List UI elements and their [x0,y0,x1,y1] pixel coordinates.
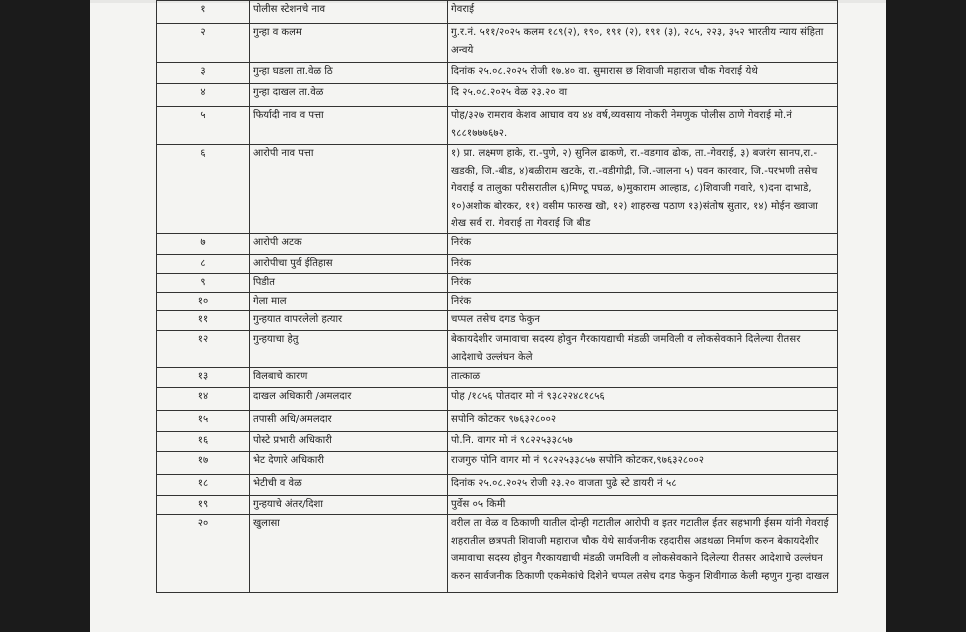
row-number: १५ [157,411,250,432]
row-label: पोलीस स्टेशनचे नाव [250,1,448,24]
table-body [157,1,838,593]
table-row [157,411,838,432]
row-label: पोस्टे प्रभारी अधिकारी [250,432,448,452]
row-number: १ [157,1,250,24]
table-row [157,452,838,475]
row-value: बेकायदेशीर जमावाचा सदस्य होवुन गैरकायद्याची मंडळी जमविली व लोकसेवकाने दिलेल्या रीतसर आदेशाचे उल्लंघन केले [448,331,838,368]
row-number: १७ [157,452,250,475]
row-value: राजगुरु पोनि वागर मो नं ९८२२५३३८५७ सपोनि कोटकर,९७६३२८००२ [448,452,838,475]
row-label: विलबाचे कारण [250,368,448,388]
row-label: भेट देणारे अधिकारी [250,452,448,475]
row-value: पो.नि. वागर मो नं ९८२२५३३८५७ [448,432,838,452]
row-value: दि २५.०८.२०२५ वेळ २३.२० वा [448,84,838,107]
row-label: गुन्हयाचे अंतर/दिशा [250,496,448,515]
table-row [157,292,838,311]
row-value: तात्काळ [448,368,838,388]
row-number: ३ [157,63,250,84]
row-label: गुन्हयाचा हेतु [250,331,448,368]
row-label: गुन्हयात वापरलेलो हत्यार [250,311,448,331]
table-row [157,233,838,254]
row-number: ९ [157,273,250,292]
row-label: भेटीची व वेळ [250,475,448,496]
table-row [157,311,838,331]
row-label: फिर्यादी नाव व पत्ता [250,107,448,145]
row-value: पुर्वेस ०५ किमी [448,496,838,515]
table-row [157,273,838,292]
row-label: खुलासा [250,515,448,593]
row-value: दिनांक २५.०८.२०२५ रोजी २३.२० वाजता पुढे स्टे डायरी नं ५८ [448,475,838,496]
row-label: आरोपी अटक [250,233,448,254]
row-number: ७ [157,233,250,254]
table-row [157,1,838,24]
row-number: २ [157,24,250,63]
row-label: दाखल अधिकारी /अमलदार [250,388,448,411]
table-row [157,145,838,234]
row-number: १४ [157,388,250,411]
table-row [157,331,838,368]
row-value: पोह /१८५६ पोतदार मो नं ९३८२२४८१८५६ [448,388,838,411]
row-label: आरोपी नाव पत्ता [250,145,448,234]
row-number: ४ [157,84,250,107]
row-value: दिनांक २५.०८.२०२५ रोजी १७.४० वा. सुमारास छ शिवाजी महाराज चौक गेवराई येथे [448,63,838,84]
table-row [157,24,838,63]
row-value: गेवराई [448,1,838,24]
table-row [157,515,838,593]
table-row [157,496,838,515]
table-row [157,107,838,145]
row-value: निरंक [448,254,838,273]
row-number: १३ [157,368,250,388]
row-number: ५ [157,107,250,145]
row-number: १२ [157,331,250,368]
row-label: आरोपीचा पुर्व ईतिहास [250,254,448,273]
table-row [157,475,838,496]
row-value: वरील ता वेळ व ठिकाणी यातील दोन्ही गटातील आरोपी व इतर गटातील ईतर सहभागी ईसम यांनी गेवराई शहरातील छत्रपती शिवाजी महाराज चौक येथे सार्वजनीक रहदारीस अडथळा निर्माण करुन बेकायदेशीर जमावाचा सदस्य होवुन गैरकायद्याची मंडळी जमविली व लोकसेवकाने दिलेल्या रीतसर आदेशाचे उल्लंघन करुन सार्वजनीक ठिकाणी एकमेकांचे दिशेने चप्पल तसेच दगड फेकुन शिवीगाळ केली म्हणुन गुन्हा दाखल [448,515,838,593]
fir-details-table [156,0,838,593]
row-value: निरंक [448,233,838,254]
table-row [157,388,838,411]
row-number: १० [157,292,250,311]
table-row [157,254,838,273]
row-value: १) प्रा. लक्ष्मण हाके, रा.-पुणे, २) सुनिल ढाकणे, रा.-वडगाव ढोक, ता.-गेवराई, ३) बजरंग सानप,रा.-खडकी, जि.-बीड, ४)बळीराम खटके, रा.-वडीगोद्री, जि.-जालना ५) पवन कारवार, जि.-परभणी तसेच गेवराई व तालुका परीसरातील ६)मिण्टू पघळ, ७)मुकाराम आल्हाड, ८)शिवाजी गवारे, ९)दना दाभाडे, १०)अशोक बोरकर, ११) वसीम फारुख खॊ, १२) शाहरुख पठाण १३)संतोष सुतार, १४) मोईन ख्वाजा शेख सर्व रा. गेवराई ता गेवराई जि बीड [448,145,838,234]
row-number: १८ [157,475,250,496]
row-number: ८ [157,254,250,273]
row-label: तपासी अधि/अमलदार [250,411,448,432]
row-number: १९ [157,496,250,515]
row-value: सपोनि कोटकर ९७६३२८००२ [448,411,838,432]
row-label: गेला माल [250,292,448,311]
row-number: २० [157,515,250,593]
table-row [157,84,838,107]
row-label: गुन्हा व कलम [250,24,448,63]
row-value: निरंक [448,292,838,311]
row-value: पोह/३२७ रामराव केशव आघाव वय ४४ वर्ष,व्यवसाय नोकरी नेमणुक पोलीस ठाणे गेवराई मो.नं ९८८१७७७६७२. [448,107,838,145]
row-label: गुन्हा दाखल ता.वेळ [250,84,448,107]
row-number: १६ [157,432,250,452]
row-value: निरंक [448,273,838,292]
table-row [157,432,838,452]
document-page [90,0,886,632]
table-row [157,368,838,388]
table-row [157,63,838,84]
row-value: चप्पल तसेच दगड फेकुन [448,311,838,331]
row-number: ६ [157,145,250,234]
row-label: गुन्हा घडला ता.वेळ ठि [250,63,448,84]
row-value: गु.र.नं. ५११/२०२५ कलम १८९(२), १९०, १९१ (२), १९१ (३), २८५, २२३, ३५२ भारतीय न्याय संहिता अन्वये [448,24,838,63]
row-label: पिडीत [250,273,448,292]
row-number: ११ [157,311,250,331]
